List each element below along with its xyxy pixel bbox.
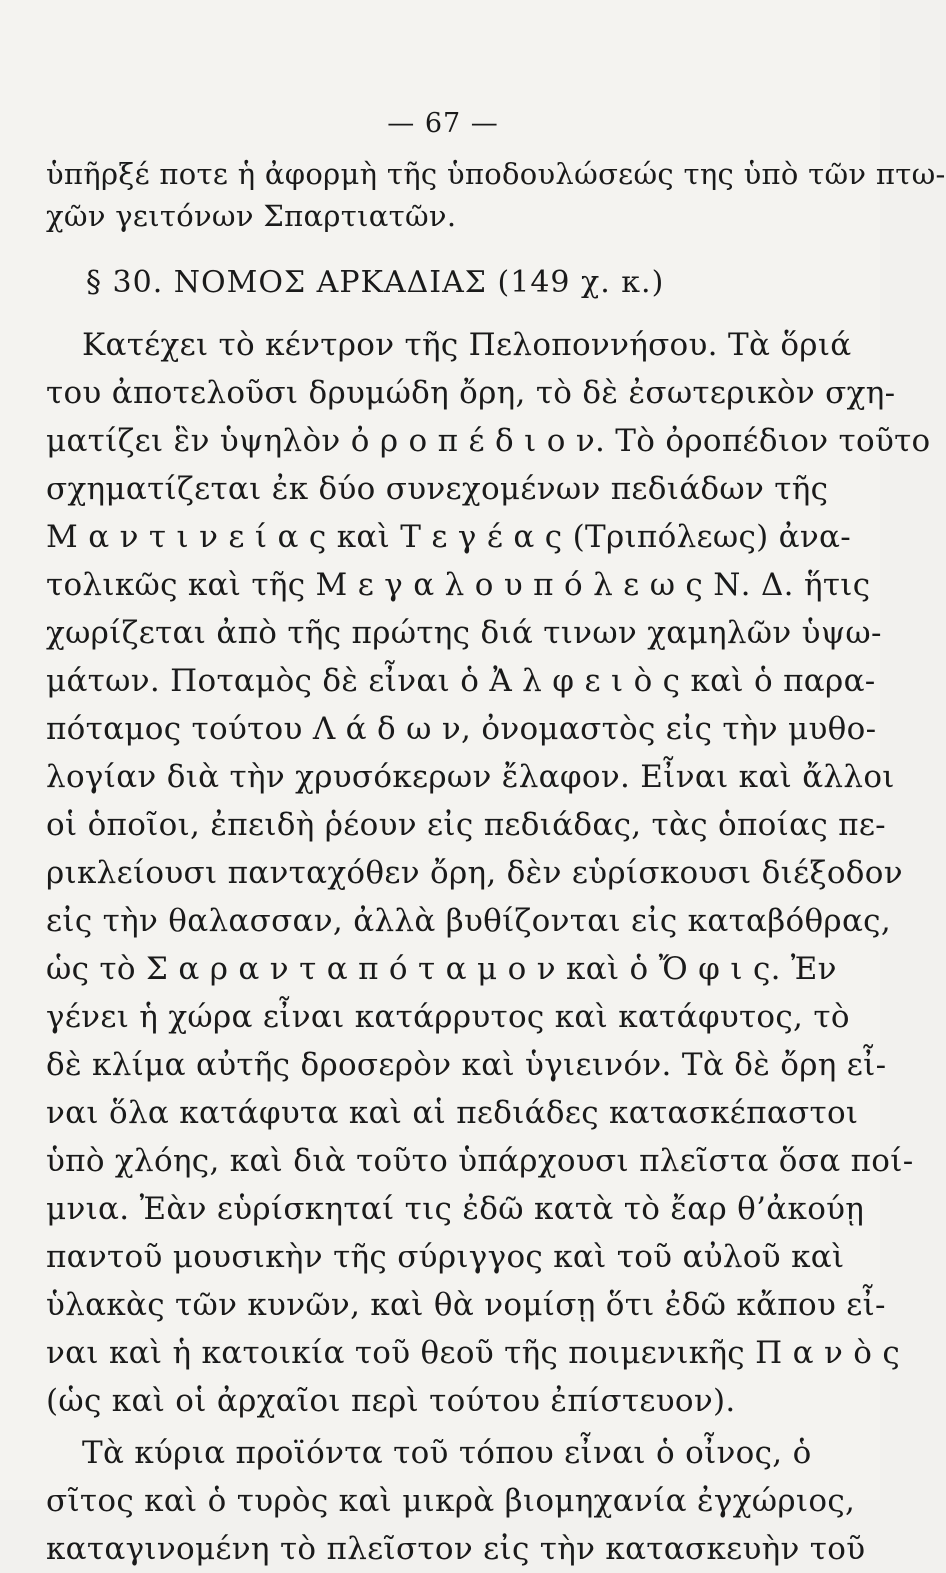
- intro-text: [46, 153, 946, 237]
- text-line: πόταμος τούτου Λ ά δ ω ν, ὀνομαστὸς εἰς τὴν μυθο-: [46, 711, 877, 747]
- text-line: σῖτος καὶ ὁ τυρὸς καὶ μικρὰ βιομηχανία ἐγχώριος,: [46, 1483, 856, 1519]
- text-line: Κατέχει τὸ κέντρον τῆς Πελοποννήσου. Τὰ ὅριά: [82, 327, 852, 363]
- text-line: εἰς τὴν θαλασσαν, ἀλλὰ βυθίζονται εἰς καταβόθρας,: [46, 903, 891, 939]
- text-line: ὑπῆρξέ ποτε ἡ ἀφορμὴ τῆς ὑποδουλώσεώς της ὑπὸ τῶν πτω-: [46, 157, 946, 191]
- text-line: ναι ὅλα κατάφυτα καὶ αἱ πεδιάδες κατασκέπαστοι: [46, 1095, 859, 1131]
- text-line: ὑπὸ χλόης, καὶ διὰ τοῦτο ὑπάρχουσι πλεῖστα ὅσα ποί-: [46, 1143, 914, 1179]
- page-number: — 67 —: [387, 108, 499, 139]
- text-line: λογίαν διὰ τὴν χρυσόκερων ἔλαφον. Εἶναι καὶ ἄλλοι: [46, 759, 895, 795]
- text-line: χῶν γειτόνων Σπαρτιατῶν.: [46, 199, 457, 233]
- section-heading: § 30. ΝΟΜΟΣ ΑΡΚΑΔΙΑΣ (149 χ. κ.): [86, 265, 665, 300]
- text-line: ματίζει ἓν ὑψηλὸν ὀ ρ ο π έ δ ι ο ν. Τὸ ὀροπέδιον τοῦτο: [46, 423, 931, 459]
- text-line: δὲ κλίμα αὐτῆς δροσερὸν καὶ ὑγιεινόν. Τὰ δὲ ὄρη εἶ-: [46, 1047, 887, 1083]
- paragraph-2: [46, 1429, 866, 1573]
- text-line: οἱ ὁποῖοι, ἐπειδὴ ῥέουν εἰς πεδιάδας, τὰς ὁποίας πε-: [46, 807, 886, 843]
- text-line: χωρίζεται ἀπὸ τῆς πρώτης διά τινων χαμηλῶν ὑψω-: [46, 615, 882, 651]
- text-line: του ἀποτελοῦσι δρυμώδη ὄρη, τὸ δὲ ἐσωτερικὸν σχη-: [46, 375, 896, 411]
- text-line: καταγινομένη τὸ πλεῖστον εἰς τὴν κατασκευὴν τοῦ: [46, 1531, 866, 1567]
- text-line: Μ α ν τ ι ν ε ί α ς καὶ Τ ε γ έ α ς (Τριπόλεως) ἀνα-: [46, 519, 852, 555]
- text-line: σχηματίζεται ἐκ δύο συνεχομένων πεδιάδων τῆς: [46, 471, 829, 507]
- text-line: ὑλακὰς τῶν κυνῶν, καὶ θὰ νομίσῃ ὅτι ἐδῶ κἄπου εἶ-: [46, 1287, 886, 1323]
- text-line: ὡς τὸ Σ α ρ α ν τ α π ό τ α μ ο ν καὶ ὁ Ὄ φ ι ς. Ἐν: [46, 951, 837, 987]
- text-line: μνια. Ἐὰν εὑρίσκηταί τις ἐδῶ κατὰ τὸ ἔαρ θ’ἀκούῃ: [46, 1191, 865, 1227]
- text-line: ρικλείουσι πανταχόθεν ὄρη, δὲν εὑρίσκουσι διέξοδον: [46, 855, 903, 891]
- text-line: ναι καὶ ἡ κατοικία τοῦ θεοῦ τῆς ποιμενικῆς Π α ν ὸ ς: [46, 1335, 901, 1371]
- paragraph-1: [46, 321, 931, 1425]
- text-line: γένει ἡ χώρα εἶναι κατάρρυτος καὶ κατάφυτος, τὸ: [46, 999, 850, 1035]
- text-line: μάτων. Ποταμὸς δὲ εἶναι ὁ Ἀ λ φ ε ι ὸ ς καὶ ὁ παρα-: [46, 663, 876, 699]
- text-line: παντοῦ μουσικὴν τῆς σύριγγος καὶ τοῦ αὐλοῦ καὶ: [46, 1239, 845, 1275]
- text-line: τολικῶς καὶ τῆς Μ ε γ α λ ο υ π ό λ ε ω ς Ν. Δ. ἥτις: [46, 567, 871, 603]
- text-line: (ὡς καὶ οἱ ἀρχαῖοι περὶ τούτου ἐπίστευον).: [46, 1383, 736, 1419]
- text-line: Τὰ κύρια προϊόντα τοῦ τόπου εἶναι ὁ οἶνος, ὁ: [82, 1435, 812, 1471]
